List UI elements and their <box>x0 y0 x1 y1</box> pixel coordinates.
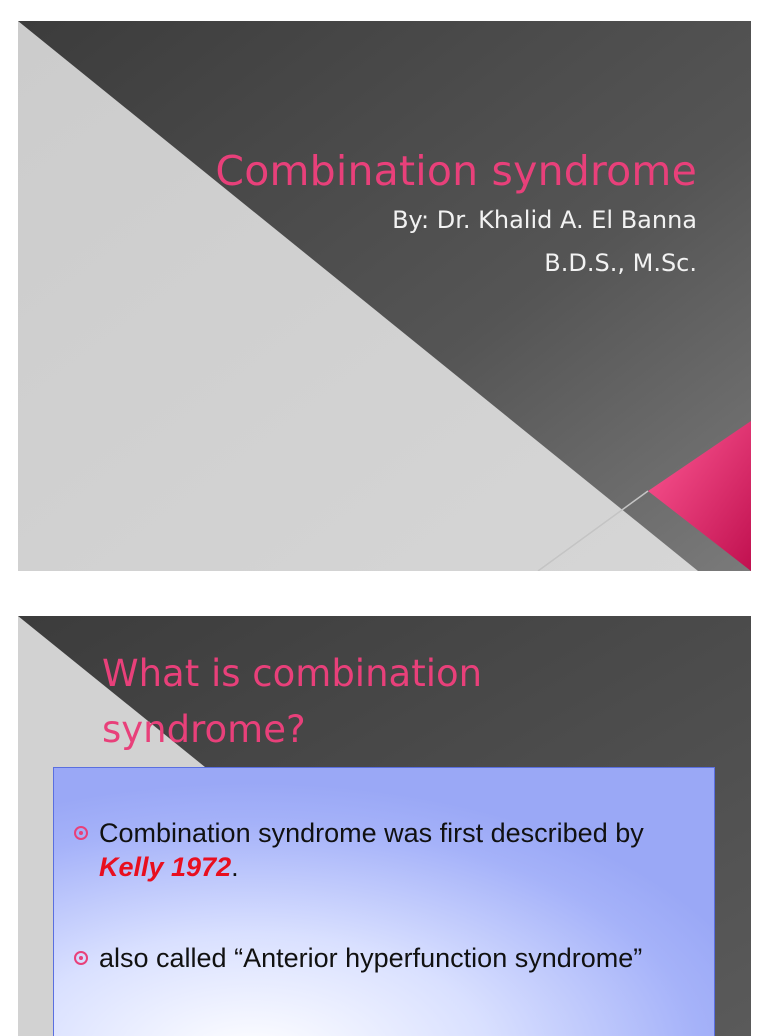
degrees-line: B.D.S., M.Sc. <box>544 249 697 277</box>
slide-background <box>18 21 751 571</box>
content-box <box>53 767 715 1036</box>
bullet-text: Combination syndrome was first described by <box>99 818 644 848</box>
bullet-text: also called “Anterior hyperfunction syndrome” <box>99 943 643 973</box>
title-slide <box>18 21 751 571</box>
bullet-item <box>99 941 679 975</box>
citation-emphasis: Kelly 1972 <box>99 852 232 882</box>
content-slide <box>18 616 751 1036</box>
bullet-icon <box>74 951 88 965</box>
slide-title: Combination syndrome <box>215 147 697 195</box>
bullet-item <box>99 816 679 884</box>
author-line: By: Dr. Khalid A. El Banna <box>392 206 697 234</box>
bullet-text-end: . <box>231 852 239 882</box>
bullet-icon <box>74 826 88 840</box>
slide-title: What is combination syndrome? <box>102 652 483 751</box>
